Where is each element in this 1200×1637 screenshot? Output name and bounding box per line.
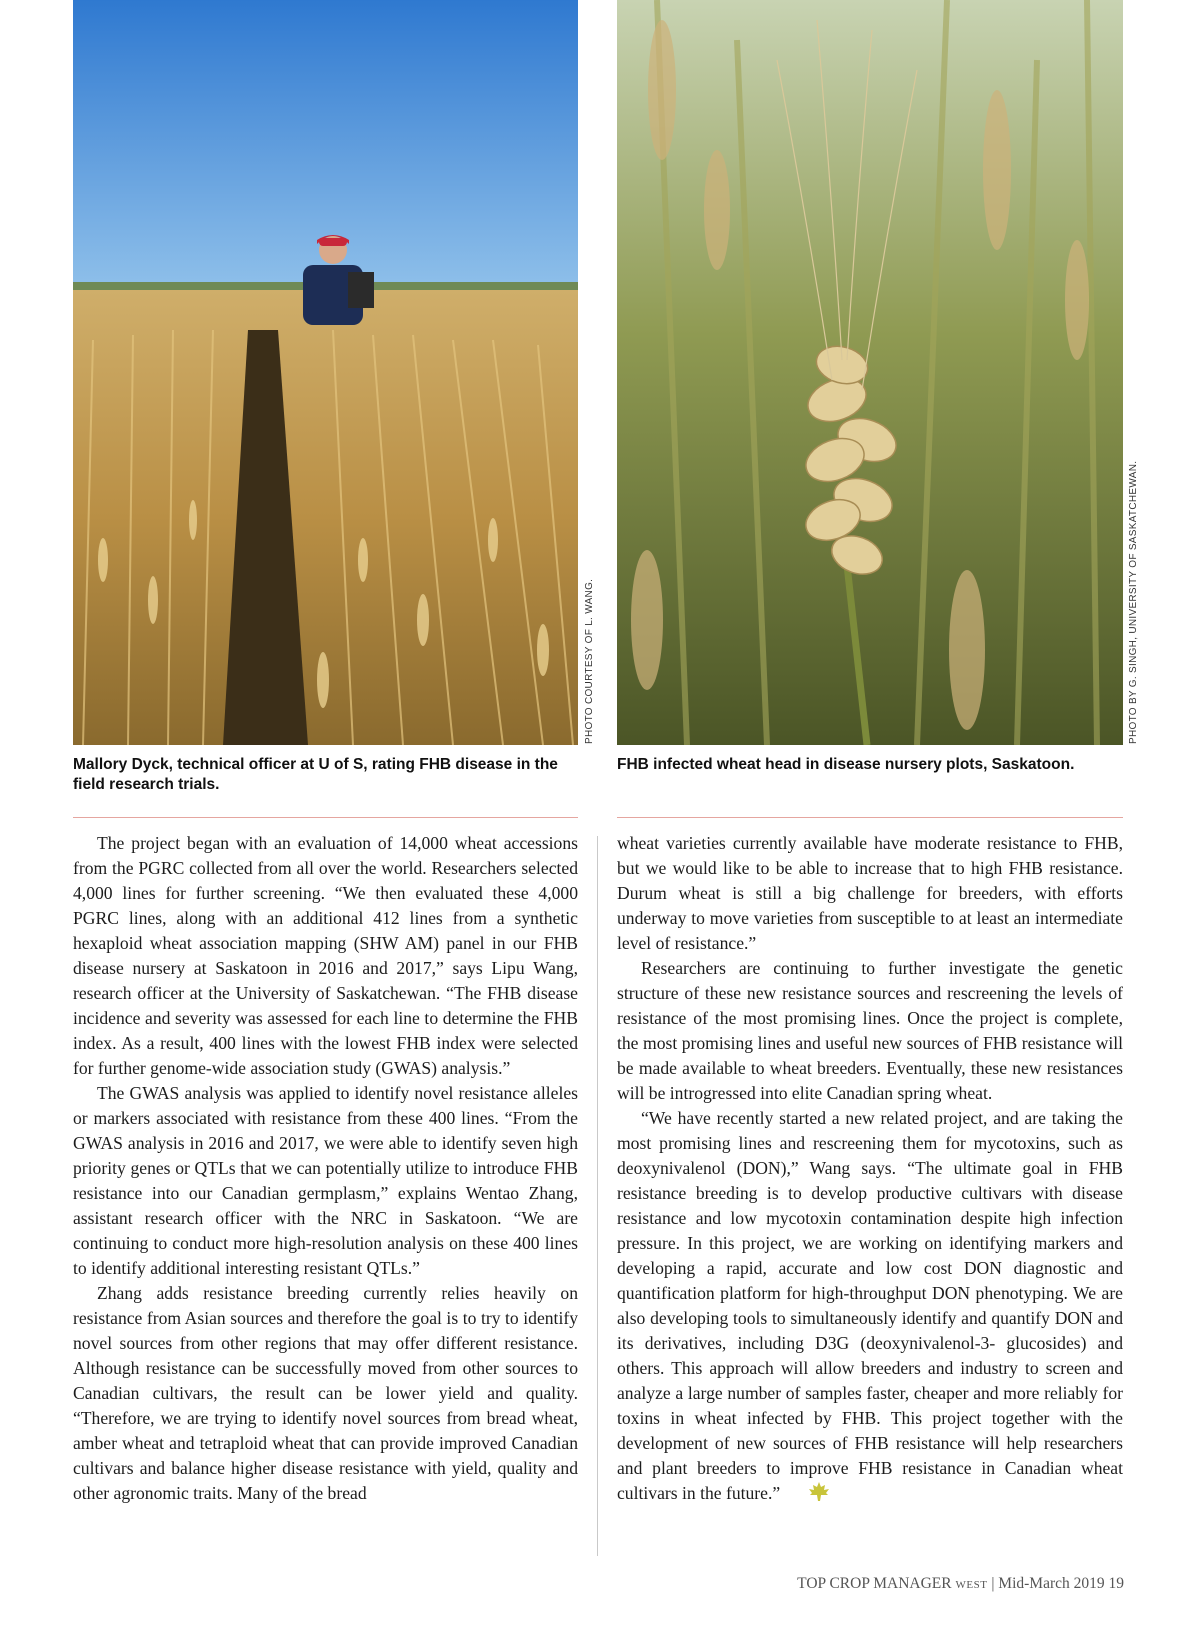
article-paragraph: The GWAS analysis was applied to identify novel resistance alleles or markers associated with resistance from these 400 lines. “From the GWAS analysis in 2016 and 2017, we were able to identify seven high priority genes or QTLs that we can potentially utilize to introduce FHB resistance into our Canadian germplasm,” explains Wentao Zhang, assistant research officer with the NRC in Saskatoon. “We are continuing to conduct more high-resolution analysis on these 400 lines to identify additional interesting resistant QTLs.”	[73, 1083, 578, 1278]
column-divider	[597, 836, 598, 1556]
article-paragraph-final	[617, 1106, 1123, 1509]
article-column-left	[73, 831, 578, 1506]
photo-caption-left: Mallory Dyck, technical officer at U of S, rating FHB disease in the field research trials.	[73, 756, 558, 793]
field-researcher-photo	[73, 0, 578, 745]
photo-credit-right: PHOTO BY G. SINGH, UNIVERSITY OF SASKATCHEWAN.	[1128, 460, 1139, 744]
magazine-name: TOP CROP MANAGER	[797, 1575, 952, 1592]
footer-separator: |	[991, 1575, 995, 1592]
wheat-head-photo	[617, 0, 1123, 745]
magazine-edition: WEST	[955, 1579, 988, 1591]
page-footer	[797, 1575, 1124, 1593]
photo-credit-left: PHOTO COURTESY OF L. WANG.	[584, 578, 595, 744]
article-column-right	[617, 831, 1123, 1509]
article-paragraph: wheat varieties currently available have moderate resistance to FHB, but we would like to be able to increase that to high FHB resistance. Durum wheat is still a big challenge for breeders, with efforts underway to move varieties from susceptible to at least an intermediate level of resistance.”	[617, 833, 1123, 953]
caption-divider-left	[73, 817, 578, 818]
caption-divider-right	[617, 817, 1123, 818]
article-paragraph: Researchers are continuing to further investigate the genetic structure of these new resistance sources and rescreening the levels of resistance of the most promising lines. Once the project is complete, the most promising lines and useful new sources of FHB resistance will be made available to wheat breeders. Eventually, these new resistances will be introgressed into elite Canadian spring wheat.	[617, 958, 1123, 1103]
article-paragraph: The project began with an evaluation of 14,000 wheat accessions from the PGRC collected from all over the world. Researchers selected 4,000 lines for further screening. “We then evaluated these 4,000 PGRC lines, along with an additional 412 lines from a synthetic hexaploid wheat association mapping (SHW AM) panel in our FHB disease nursery at Saskatoon in 2016 and 2017,” says Lipu Wang, research officer at the University of Saskatchewan. “The FHB disease incidence and severity was assessed for each line to determine the FHB index. As a result, 400 lines with the lowest FHB index were selected for further genome-wide association study (GWAS) analysis.”	[73, 833, 578, 1078]
article-paragraph: Zhang adds resistance breeding currently relies heavily on resistance from Asian sources and therefore the goal is to try to identify novel sources from other regions that may offer different resistance. Although resistance can be successfully moved from other sources to Canadian cultivars, the result can be lower yield and quality. “Therefore, we are trying to identify novel sources from bread wheat, amber wheat and tetraploid wheat that can provide improved Canadian cultivars and balance higher disease resistance with yield, quality and other agronomic traits. Many of the bread	[73, 1283, 578, 1503]
article-paragraph-text: “We have recently started a new related project, and are taking the most promising lines and rescreening them for mycotoxins, such as deoxynivalenol (DON),” Wang says. “The ultimate goal in FHB resistance breeding is to develop productive cultivars with disease resistance and low mycotoxin contamination despite high infection pressure. In this project, we are working on identifying markers and developing a rapid, accurate and low cost DON diagnostic and quantification platform for high-throughput DON phenotyping. We are also developing tools to simultaneously identify and quantify DON and its derivatives, including D3G (deoxynivalenol-3- glucosides) and others. This approach will allow breeders and industry to screen and analyze a large number of samples faster, cheaper and more reliably for toxins in wheat infected by FHB. This project together with the development of new sources of FHB resistance will help researchers and plant breeders to improve FHB resistance in Canadian wheat cultivars in the future.”	[617, 1108, 1123, 1503]
issue-date: Mid-March 2019	[998, 1575, 1105, 1592]
photo-caption-right: FHB infected wheat head in disease nursery plots, Saskatoon.	[617, 756, 1075, 773]
page-number: 19	[1108, 1575, 1124, 1592]
maple-leaf-icon	[784, 1482, 830, 1509]
